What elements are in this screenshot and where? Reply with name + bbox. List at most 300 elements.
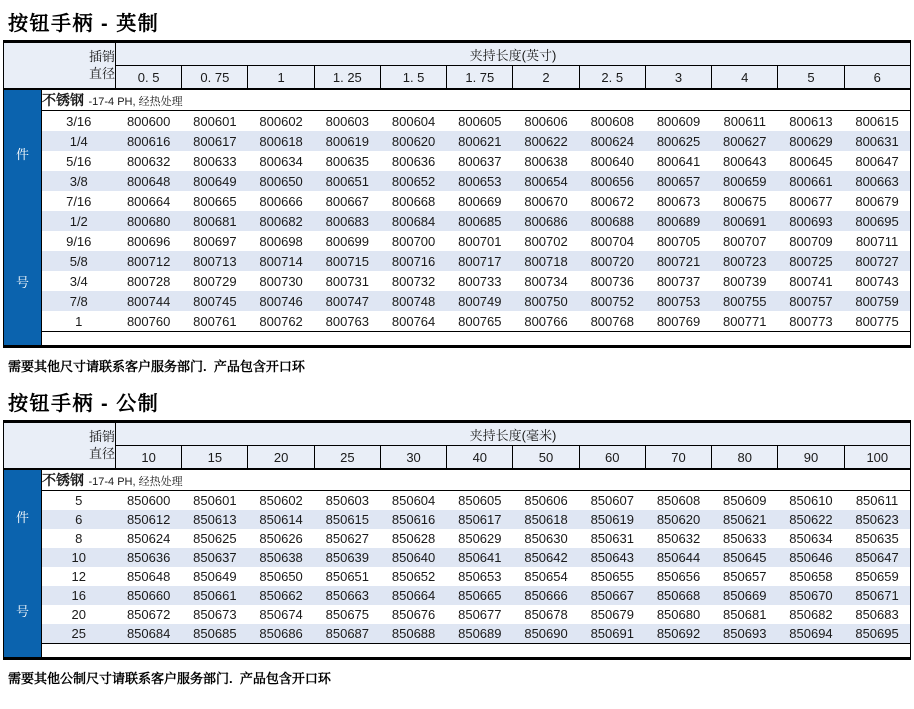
clamp-length-value-header: 4 — [712, 66, 778, 90]
part-number-cell: 800667 — [314, 191, 380, 211]
clamp-length-header: 夹持长度(英寸) — [116, 42, 911, 66]
header-row-span — [4, 422, 911, 446]
part-number-cell: 850618 — [513, 510, 579, 529]
part-number-cell: 800634 — [248, 151, 314, 171]
part-number-cell: 800633 — [182, 151, 248, 171]
part-number-cell: 800625 — [645, 131, 711, 151]
material-name: 不锈钢 — [42, 92, 84, 108]
table-row — [4, 231, 911, 251]
section-title-imperial: 按钮手柄 - 英制 — [8, 13, 160, 35]
clamp-length-value-header: 90 — [778, 446, 844, 470]
clamp-length-value-header: 100 — [844, 446, 910, 470]
clamp-length-value-header: 1. 75 — [447, 66, 513, 90]
part-number-cell: 850615 — [314, 510, 380, 529]
part-number-cell: 850679 — [579, 605, 645, 624]
part-number-cell: 800653 — [447, 171, 513, 191]
part-number-char-1: 件 — [15, 510, 29, 526]
part-number-cell: 800701 — [447, 231, 513, 251]
part-number-cell: 850612 — [116, 510, 182, 529]
part-number-cell: 850661 — [182, 586, 248, 605]
part-number-cell: 850687 — [314, 624, 380, 644]
part-number-cell: 800737 — [645, 271, 711, 291]
table-row — [4, 510, 911, 529]
part-number-cell: 800621 — [447, 131, 513, 151]
part-number-cell: 850688 — [380, 624, 446, 644]
part-number-cell: 800636 — [380, 151, 446, 171]
clamp-length-value-header: 50 — [513, 446, 579, 470]
part-number-cell: 800717 — [447, 251, 513, 271]
table-row — [4, 291, 911, 311]
part-number-cell: 800700 — [380, 231, 446, 251]
header-row-span — [4, 42, 911, 66]
part-number-cell: 800647 — [844, 151, 910, 171]
pin-diameter-value: 1 — [42, 311, 116, 332]
part-number-cell: 800714 — [248, 251, 314, 271]
part-number-cell: 800750 — [513, 291, 579, 311]
part-number-cell: 800657 — [645, 171, 711, 191]
part-number-cell: 800669 — [447, 191, 513, 211]
part-number-cell: 850610 — [778, 491, 844, 511]
part-number-cell: 800732 — [380, 271, 446, 291]
part-number-cell: 800648 — [116, 171, 182, 191]
part-number-cell: 850603 — [314, 491, 380, 511]
clamp-length-value-header: 10 — [116, 446, 182, 470]
part-number-cell: 800654 — [513, 171, 579, 191]
parts-table — [3, 420, 911, 660]
part-number-cell: 850650 — [248, 567, 314, 586]
pin-diameter-line1: 插销 — [89, 429, 116, 445]
part-number-cell: 850690 — [513, 624, 579, 644]
part-number-char-2: 号 — [15, 603, 29, 619]
part-number-cell: 850633 — [712, 529, 778, 548]
part-number-cell: 800615 — [844, 111, 910, 132]
part-number-cell: 850655 — [579, 567, 645, 586]
header-row-columns — [4, 66, 911, 90]
part-number-char-1: 件 — [15, 147, 29, 163]
table-row — [4, 271, 911, 291]
part-number-cell: 800739 — [712, 271, 778, 291]
part-number-cell: 850630 — [513, 529, 579, 548]
table-row — [4, 251, 911, 271]
part-number-cell: 800688 — [579, 211, 645, 231]
material-row — [4, 89, 911, 111]
part-number-cell: 850606 — [513, 491, 579, 511]
part-number-cell: 850667 — [579, 586, 645, 605]
part-number-cell: 800645 — [778, 151, 844, 171]
table-footer-spacer-cell — [42, 644, 911, 659]
part-number-cell: 850671 — [844, 586, 910, 605]
part-number-cell: 850611 — [844, 491, 910, 511]
part-number-cell: 850663 — [314, 586, 380, 605]
part-number-cell: 800677 — [778, 191, 844, 211]
part-number-cell: 850664 — [380, 586, 446, 605]
part-number-cell: 850689 — [447, 624, 513, 644]
part-number-cell: 800765 — [447, 311, 513, 332]
part-number-cell: 800705 — [645, 231, 711, 251]
pin-diameter-value: 3/4 — [42, 271, 116, 291]
part-number-cell: 850625 — [182, 529, 248, 548]
clamp-length-value-header: 40 — [447, 446, 513, 470]
part-number-cell: 800608 — [579, 111, 645, 132]
part-number-cell: 800753 — [645, 291, 711, 311]
part-number-cell: 800619 — [314, 131, 380, 151]
part-number-cell: 800640 — [579, 151, 645, 171]
part-number-cell: 850641 — [447, 548, 513, 567]
part-number-cell: 850649 — [182, 567, 248, 586]
part-number-cell: 850674 — [248, 605, 314, 624]
part-number-cell: 800718 — [513, 251, 579, 271]
pin-diameter-header — [4, 422, 116, 470]
part-number-cell: 850665 — [447, 586, 513, 605]
part-number-cell: 850642 — [513, 548, 579, 567]
pin-diameter-value: 3/8 — [42, 171, 116, 191]
header-row-columns — [4, 446, 911, 470]
part-number-cell: 800727 — [844, 251, 910, 271]
part-number-cell: 850638 — [248, 548, 314, 567]
section-title-metric: 按钮手柄 - 公制 — [8, 393, 160, 415]
clamp-length-value-header: 5 — [778, 66, 844, 90]
part-number-cell: 850681 — [712, 605, 778, 624]
pin-diameter-value: 12 — [42, 567, 116, 586]
part-number-cell: 800702 — [513, 231, 579, 251]
part-number-cell: 800734 — [513, 271, 579, 291]
table-row — [4, 191, 911, 211]
table-header — [4, 42, 911, 90]
part-number-cell: 800600 — [116, 111, 182, 132]
part-number-cell: 850639 — [314, 548, 380, 567]
part-number-cell: 800643 — [712, 151, 778, 171]
clamp-length-value-header: 80 — [712, 446, 778, 470]
clamp-length-value-header: 2 — [513, 66, 579, 90]
part-number-cell: 800723 — [712, 251, 778, 271]
part-number-cell: 800695 — [844, 211, 910, 231]
part-number-cell: 800601 — [182, 111, 248, 132]
section-imperial — [3, 7, 911, 375]
pin-diameter-line2: 直径 — [89, 445, 116, 461]
part-number-cell: 800635 — [314, 151, 380, 171]
part-number-cell: 800649 — [182, 171, 248, 191]
part-number-cell: 850627 — [314, 529, 380, 548]
clamp-length-value-header: 30 — [380, 446, 446, 470]
part-number-cell: 850670 — [778, 586, 844, 605]
part-number-cell: 800696 — [116, 231, 182, 251]
table-footer-spacer-cell — [42, 332, 911, 347]
parts-table-imperial-host — [3, 40, 911, 348]
part-number-cell: 800707 — [712, 231, 778, 251]
pin-diameter-value: 10 — [42, 548, 116, 567]
part-number-cell: 800699 — [314, 231, 380, 251]
table-row — [4, 567, 911, 586]
clamp-length-value-header: 1. 5 — [380, 66, 446, 90]
pin-diameter-value: 1/4 — [42, 131, 116, 151]
section-note-metric: 需要其他公制尺寸请联系客户服务部门. 产品包含开口环 — [8, 671, 331, 686]
part-number-cell: 850685 — [182, 624, 248, 644]
part-number-side-label — [4, 89, 42, 347]
part-number-cell: 800746 — [248, 291, 314, 311]
part-number-cell: 800725 — [778, 251, 844, 271]
part-number-cell: 850682 — [778, 605, 844, 624]
table-row — [4, 624, 911, 644]
pin-diameter-value: 16 — [42, 586, 116, 605]
part-number-cell: 850620 — [645, 510, 711, 529]
part-number-cell: 800768 — [579, 311, 645, 332]
table-body — [4, 469, 911, 659]
part-number-cell: 800697 — [182, 231, 248, 251]
part-number-cell: 800682 — [248, 211, 314, 231]
pin-diameter-value: 5/8 — [42, 251, 116, 271]
part-number-cell: 850635 — [844, 529, 910, 548]
part-number-cell: 800641 — [645, 151, 711, 171]
part-number-cell: 850601 — [182, 491, 248, 511]
table-header — [4, 422, 911, 470]
part-number-cell: 850677 — [447, 605, 513, 624]
part-number-cell: 800666 — [248, 191, 314, 211]
clamp-length-value-header: 15 — [182, 446, 248, 470]
part-number-cell: 800684 — [380, 211, 446, 231]
material-row — [4, 469, 911, 491]
part-number-char-2: 号 — [15, 274, 29, 290]
clamp-length-value-header: 1. 25 — [314, 66, 380, 90]
part-number-cell: 800736 — [579, 271, 645, 291]
part-number-cell: 850632 — [645, 529, 711, 548]
part-number-cell: 800769 — [645, 311, 711, 332]
part-number-cell: 850652 — [380, 567, 446, 586]
part-number-cell: 800721 — [645, 251, 711, 271]
part-number-cell: 800659 — [712, 171, 778, 191]
table-row — [4, 586, 911, 605]
part-number-cell: 850651 — [314, 567, 380, 586]
pin-diameter-value: 7/16 — [42, 191, 116, 211]
part-number-cell: 800712 — [116, 251, 182, 271]
part-number-cell: 800757 — [778, 291, 844, 311]
table-footer-spacer — [4, 644, 911, 659]
part-number-cell: 800622 — [513, 131, 579, 151]
clamp-length-value-header: 0. 5 — [116, 66, 182, 90]
pin-diameter-value: 5 — [42, 491, 116, 511]
part-number-cell: 800661 — [778, 171, 844, 191]
part-number-cell: 800638 — [513, 151, 579, 171]
part-number-cell: 800752 — [579, 291, 645, 311]
part-number-cell: 850629 — [447, 529, 513, 548]
pin-diameter-value: 7/8 — [42, 291, 116, 311]
part-number-cell: 800673 — [645, 191, 711, 211]
part-number-cell: 850648 — [116, 567, 182, 586]
section-metric — [3, 387, 911, 687]
part-number-cell: 850607 — [579, 491, 645, 511]
part-number-cell: 800691 — [712, 211, 778, 231]
part-number-cell: 800605 — [447, 111, 513, 132]
part-number-cell: 800679 — [844, 191, 910, 211]
part-number-cell: 850609 — [712, 491, 778, 511]
part-number-cell: 800771 — [712, 311, 778, 332]
part-number-cell: 850608 — [645, 491, 711, 511]
part-number-cell: 800611 — [712, 111, 778, 132]
part-number-cell: 800761 — [182, 311, 248, 332]
part-number-cell: 800709 — [778, 231, 844, 251]
part-number-cell: 800616 — [116, 131, 182, 151]
parts-table — [3, 40, 911, 348]
part-number-cell: 850654 — [513, 567, 579, 586]
part-number-cell: 850631 — [579, 529, 645, 548]
part-number-cell: 800731 — [314, 271, 380, 291]
part-number-cell: 850646 — [778, 548, 844, 567]
table-row — [4, 311, 911, 332]
part-number-cell: 800652 — [380, 171, 446, 191]
clamp-length-value-header: 25 — [314, 446, 380, 470]
part-number-cell: 850657 — [712, 567, 778, 586]
table-row — [4, 131, 911, 151]
part-number-cell: 800764 — [380, 311, 446, 332]
part-number-cell: 800650 — [248, 171, 314, 191]
part-number-cell: 800606 — [513, 111, 579, 132]
part-number-cell: 800617 — [182, 131, 248, 151]
part-number-cell: 800729 — [182, 271, 248, 291]
part-number-cell: 800762 — [248, 311, 314, 332]
part-number-cell: 800755 — [712, 291, 778, 311]
pin-diameter-line2: 直径 — [89, 65, 116, 81]
part-number-cell: 800733 — [447, 271, 513, 291]
part-number-cell: 850605 — [447, 491, 513, 511]
part-number-cell: 800747 — [314, 291, 380, 311]
part-number-cell: 850676 — [380, 605, 446, 624]
part-number-cell: 800680 — [116, 211, 182, 231]
part-number-cell: 850686 — [248, 624, 314, 644]
part-number-cell: 800775 — [844, 311, 910, 332]
part-number-cell: 800741 — [778, 271, 844, 291]
part-number-cell: 850666 — [513, 586, 579, 605]
part-number-cell: 850643 — [579, 548, 645, 567]
part-number-cell: 850691 — [579, 624, 645, 644]
part-number-cell: 800763 — [314, 311, 380, 332]
part-number-cell: 800604 — [380, 111, 446, 132]
clamp-length-header: 夹持长度(毫米) — [116, 422, 911, 446]
clamp-length-value-header: 2. 5 — [579, 66, 645, 90]
part-number-cell: 850660 — [116, 586, 182, 605]
parts-table-metric-host — [3, 420, 911, 660]
part-number-cell: 850619 — [579, 510, 645, 529]
material-cell — [42, 89, 911, 111]
part-number-cell: 800609 — [645, 111, 711, 132]
table-row — [4, 211, 911, 231]
clamp-length-value-header: 70 — [645, 446, 711, 470]
part-number-cell: 800686 — [513, 211, 579, 231]
table-row — [4, 111, 911, 132]
part-number-cell: 800713 — [182, 251, 248, 271]
clamp-length-value-header: 1 — [248, 66, 314, 90]
part-number-cell: 850656 — [645, 567, 711, 586]
part-number-cell: 850647 — [844, 548, 910, 567]
pin-diameter-value: 5/16 — [42, 151, 116, 171]
part-number-cell: 850617 — [447, 510, 513, 529]
part-number-cell: 850675 — [314, 605, 380, 624]
part-number-cell: 800632 — [116, 151, 182, 171]
clamp-length-value-header: 20 — [248, 446, 314, 470]
part-number-cell: 800624 — [579, 131, 645, 151]
part-number-cell: 850622 — [778, 510, 844, 529]
part-number-cell: 850653 — [447, 567, 513, 586]
table-row — [4, 529, 911, 548]
part-number-cell: 800668 — [380, 191, 446, 211]
part-number-cell: 850678 — [513, 605, 579, 624]
part-number-cell: 850636 — [116, 548, 182, 567]
part-number-cell: 850694 — [778, 624, 844, 644]
part-number-cell: 800760 — [116, 311, 182, 332]
part-number-cell: 800715 — [314, 251, 380, 271]
material-spec: -17-4 PH, 经热处理 — [88, 96, 183, 108]
part-number-cell: 800672 — [579, 191, 645, 211]
part-number-cell: 800603 — [314, 111, 380, 132]
part-number-cell: 850669 — [712, 586, 778, 605]
part-number-cell: 800664 — [116, 191, 182, 211]
part-number-cell: 800681 — [182, 211, 248, 231]
clamp-length-value-header: 60 — [579, 446, 645, 470]
pin-diameter-header — [4, 42, 116, 90]
part-number-cell: 850645 — [712, 548, 778, 567]
part-number-cell: 800629 — [778, 131, 844, 151]
pin-diameter-value: 25 — [42, 624, 116, 644]
material-spec: -17-4 PH, 经热处理 — [88, 476, 183, 488]
part-number-cell: 850668 — [645, 586, 711, 605]
part-number-cell: 800743 — [844, 271, 910, 291]
part-number-cell: 850628 — [380, 529, 446, 548]
part-number-cell: 800704 — [579, 231, 645, 251]
table-row — [4, 548, 911, 567]
table-row — [4, 491, 911, 511]
part-number-cell: 850683 — [844, 605, 910, 624]
part-number-cell: 850624 — [116, 529, 182, 548]
part-number-side-label — [4, 469, 42, 659]
part-number-cell: 850692 — [645, 624, 711, 644]
part-number-cell: 800665 — [182, 191, 248, 211]
part-number-cell: 800759 — [844, 291, 910, 311]
part-number-cell: 850673 — [182, 605, 248, 624]
part-number-cell: 800656 — [579, 171, 645, 191]
part-number-cell: 800675 — [712, 191, 778, 211]
part-number-cell: 850634 — [778, 529, 844, 548]
part-number-cell: 850680 — [645, 605, 711, 624]
part-number-cell: 850602 — [248, 491, 314, 511]
part-number-cell: 800773 — [778, 311, 844, 332]
part-number-cell: 800602 — [248, 111, 314, 132]
part-number-cell: 850684 — [116, 624, 182, 644]
part-number-cell: 800670 — [513, 191, 579, 211]
part-number-cell: 800683 — [314, 211, 380, 231]
part-number-vertical-label — [4, 470, 41, 657]
table-row — [4, 605, 911, 624]
clamp-length-value-header: 0. 75 — [182, 66, 248, 90]
part-number-cell: 850695 — [844, 624, 910, 644]
part-number-cell: 850637 — [182, 548, 248, 567]
pin-diameter-value: 6 — [42, 510, 116, 529]
part-number-cell: 850616 — [380, 510, 446, 529]
pin-diameter-value: 1/2 — [42, 211, 116, 231]
pin-diameter-value: 8 — [42, 529, 116, 548]
part-number-cell: 800693 — [778, 211, 844, 231]
part-number-cell: 800730 — [248, 271, 314, 291]
part-number-cell: 850626 — [248, 529, 314, 548]
part-number-cell: 850604 — [380, 491, 446, 511]
part-number-cell: 800716 — [380, 251, 446, 271]
part-number-cell: 800620 — [380, 131, 446, 151]
part-number-cell: 800618 — [248, 131, 314, 151]
part-number-cell: 850600 — [116, 491, 182, 511]
part-number-cell: 800711 — [844, 231, 910, 251]
part-number-cell: 800689 — [645, 211, 711, 231]
clamp-length-value-header: 3 — [645, 66, 711, 90]
part-number-cell: 800627 — [712, 131, 778, 151]
part-number-cell: 850623 — [844, 510, 910, 529]
part-number-cell: 800637 — [447, 151, 513, 171]
